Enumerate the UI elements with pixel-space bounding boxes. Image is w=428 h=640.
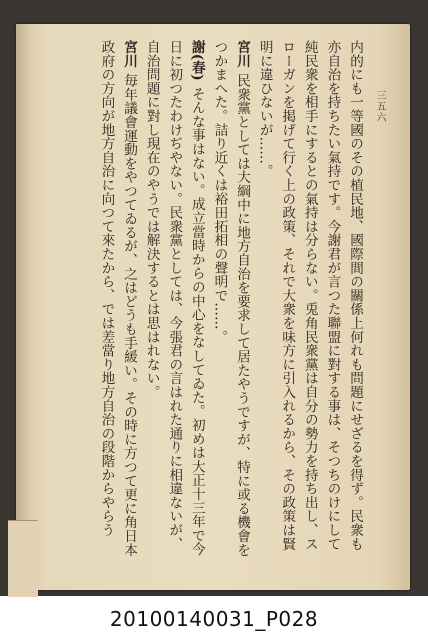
- speaker-name: 宮川: [234, 40, 251, 68]
- text-line: 明に違ひないが……。: [256, 40, 273, 178]
- text-line: 内的にも一等國のその植民地、國際間の關係上何れも問題にせざるを得ず。民衆も: [347, 40, 363, 551]
- speaker-line: [185, 40, 208, 557]
- archive-id-caption: 20100140031_P028: [109, 607, 319, 631]
- page-binding-edge: [16, 24, 30, 590]
- speaker-line: [117, 40, 140, 557]
- text-line: 日に初つたわけぢやない。民衆黨としては、今張君の言はれた通りに相違ないが、: [166, 40, 183, 551]
- text-line: そんな事はない。成立當時からの中心をなしてゐた。初めは大正十三年で今: [188, 86, 205, 557]
- text-line: 毎年議會運動をやつてゐるが、之はどうも手緩い。その時に方つて更に角日本: [121, 73, 138, 557]
- page-number: 三五六: [374, 90, 385, 123]
- speaker-name: 謝(春): [188, 40, 205, 81]
- text-line: ローガンを掲げて行く上の政策、それで大衆を味方に引入れるから、その政策は賢: [279, 40, 296, 551]
- text-line: 民衆黨としては大綱中に地方自治を要求して居たやうですが、特に或る機會を: [234, 73, 251, 557]
- text-line: 自治問題に對し現在のやうでは解決するとは思はれない。: [143, 40, 160, 399]
- text-line: 政府の方向が地方自治に向つて來たから、では差當り地方自治の段階からやらう: [98, 40, 115, 537]
- text-line: 亦自治を持ちたい氣持です。今謝君が言つた聯盟に對する事は、そつちのけにして: [324, 40, 341, 551]
- folded-page-corner: [8, 520, 38, 597]
- text-line: つかまへた。詰り近くは裕田拓相の聲明で……。: [211, 40, 228, 344]
- speaker-name: 宮川: [121, 40, 138, 68]
- text-line: 純民衆を相手にするとの氣持は分らない。兎角民衆黨は自分の勢力を持ち出し、ス: [301, 40, 318, 551]
- speaker-line: [230, 40, 253, 557]
- vertical-text-body: [36, 40, 366, 557]
